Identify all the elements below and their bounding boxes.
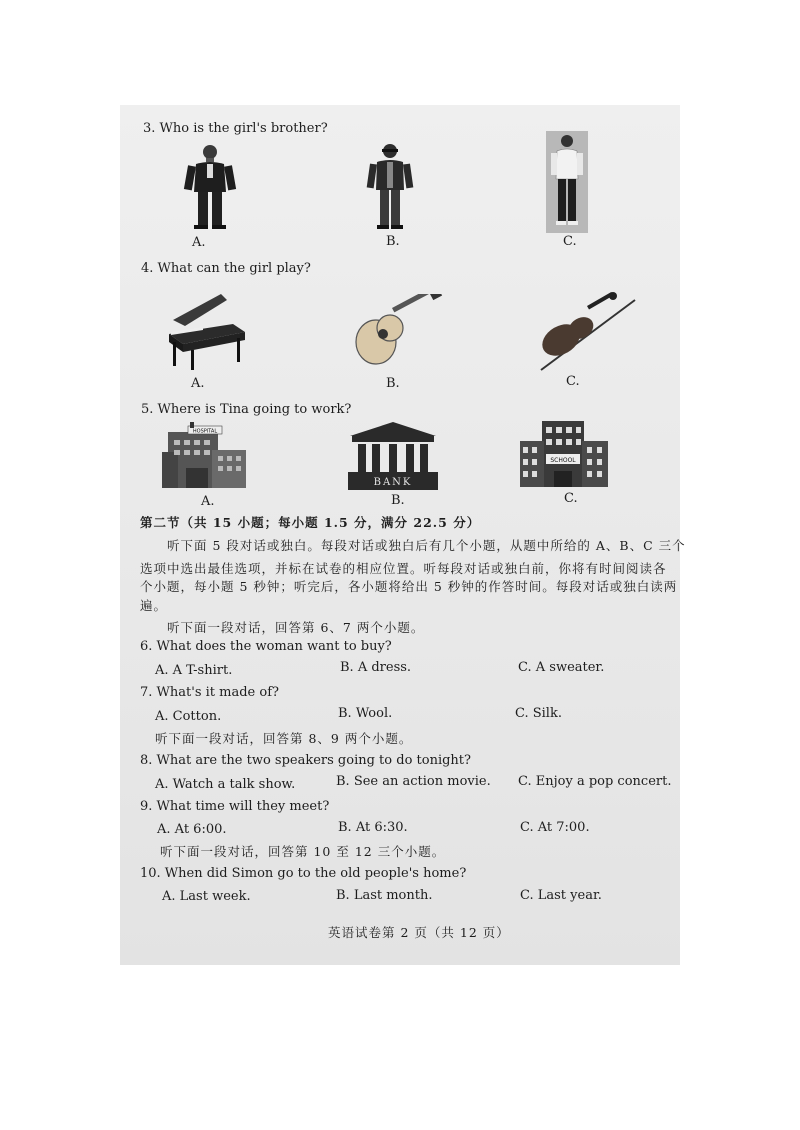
page-footer: 英语试卷第 2 页（共 12 页） [328, 925, 510, 940]
section-2-heading: 第二节（共 15 小题；每小题 1.5 分，满分 22.5 分） [140, 515, 481, 530]
q3-option-a-label: A. [192, 235, 206, 250]
question-9: 9. What time will they meet? [140, 799, 330, 814]
q7-option-b: B. Wool. [338, 706, 393, 721]
question-3: 3. Who is the girl's brother? [143, 121, 328, 136]
question-6: 6. What does the woman want to buy? [140, 639, 392, 654]
question-10: 10. When did Simon go to the old people's home? [140, 866, 467, 881]
question-8: 8. What are the two speakers going to do tonight? [140, 753, 471, 768]
q4-option-a-label: A. [191, 376, 205, 391]
dialogue-intro-2: 听下面一段对话，回答第 8、9 两个小题。 [155, 731, 413, 746]
q5-option-b-label: B. [391, 493, 405, 508]
dialogue-intro-1: 听下面一段对话，回答第 6、7 两个小题。 [167, 620, 425, 635]
q8-option-c: C. Enjoy a pop concert. [518, 774, 672, 789]
question-5: 5. Where is Tina going to work? [141, 402, 352, 417]
q7-option-a: A. Cotton. [155, 709, 222, 724]
q6-option-b: B. A dress. [340, 660, 412, 675]
q8-option-b: B. See an action movie. [336, 774, 491, 789]
instructions-line-4: 遍。 [140, 598, 168, 613]
q6-option-a: A. A T-shirt. [155, 663, 233, 678]
bank-image [348, 422, 438, 490]
man-in-suit-image [180, 140, 240, 232]
q5-option-c-label: C. [564, 491, 578, 506]
q7-option-c: C. Silk. [515, 706, 562, 721]
q8-option-a: A. Watch a talk show. [155, 777, 296, 792]
q9-option-c: C. At 7:00. [520, 820, 590, 835]
instructions-line-1: 听下面 5 段对话或独白。每段对话或独白后有几个小题，从题中所给的 A、B、C 三个 [167, 538, 686, 553]
hospital-sign: HOSPITAL [192, 428, 218, 435]
q4-option-b-label: B. [386, 376, 400, 391]
guitar-image [352, 294, 444, 370]
q10-option-a: A. Last week. [162, 889, 251, 904]
q10-option-c: C. Last year. [520, 888, 602, 903]
instructions-line-2: 选项中选出最佳选项，并标在试卷的相应位置。听每段对话或独白前，你将有时间阅读各 [140, 561, 667, 576]
man-in-jacket-image [364, 140, 416, 232]
question-7: 7. What's it made of? [140, 685, 279, 700]
q9-option-a: A. At 6:00. [157, 822, 227, 837]
bank-sign: BANK [373, 477, 413, 488]
violin-image [527, 290, 637, 376]
question-4: 4. What can the girl play? [141, 261, 311, 276]
dialogue-intro-3: 听下面一段对话，回答第 10 至 12 三个小题。 [160, 844, 446, 859]
q10-option-b: B. Last month. [336, 888, 433, 903]
piano-image [163, 292, 249, 372]
hospital-image [162, 422, 248, 488]
man-in-tshirt-image [546, 131, 588, 233]
q9-option-b: B. At 6:30. [338, 820, 408, 835]
school-sign: SCHOOL [550, 457, 576, 464]
q3-option-c-label: C. [563, 234, 577, 249]
school-image [518, 419, 610, 489]
q5-option-a-label: A. [201, 494, 215, 509]
q4-option-c-label: C. [566, 374, 580, 389]
q6-option-c: C. A sweater. [518, 660, 605, 675]
q3-option-b-label: B. [386, 234, 400, 249]
instructions-line-3: 个小题，每小题 5 秒钟；听完后，各小题将给出 5 秒钟的作答时间。每段对话或独白读两 [140, 579, 678, 594]
